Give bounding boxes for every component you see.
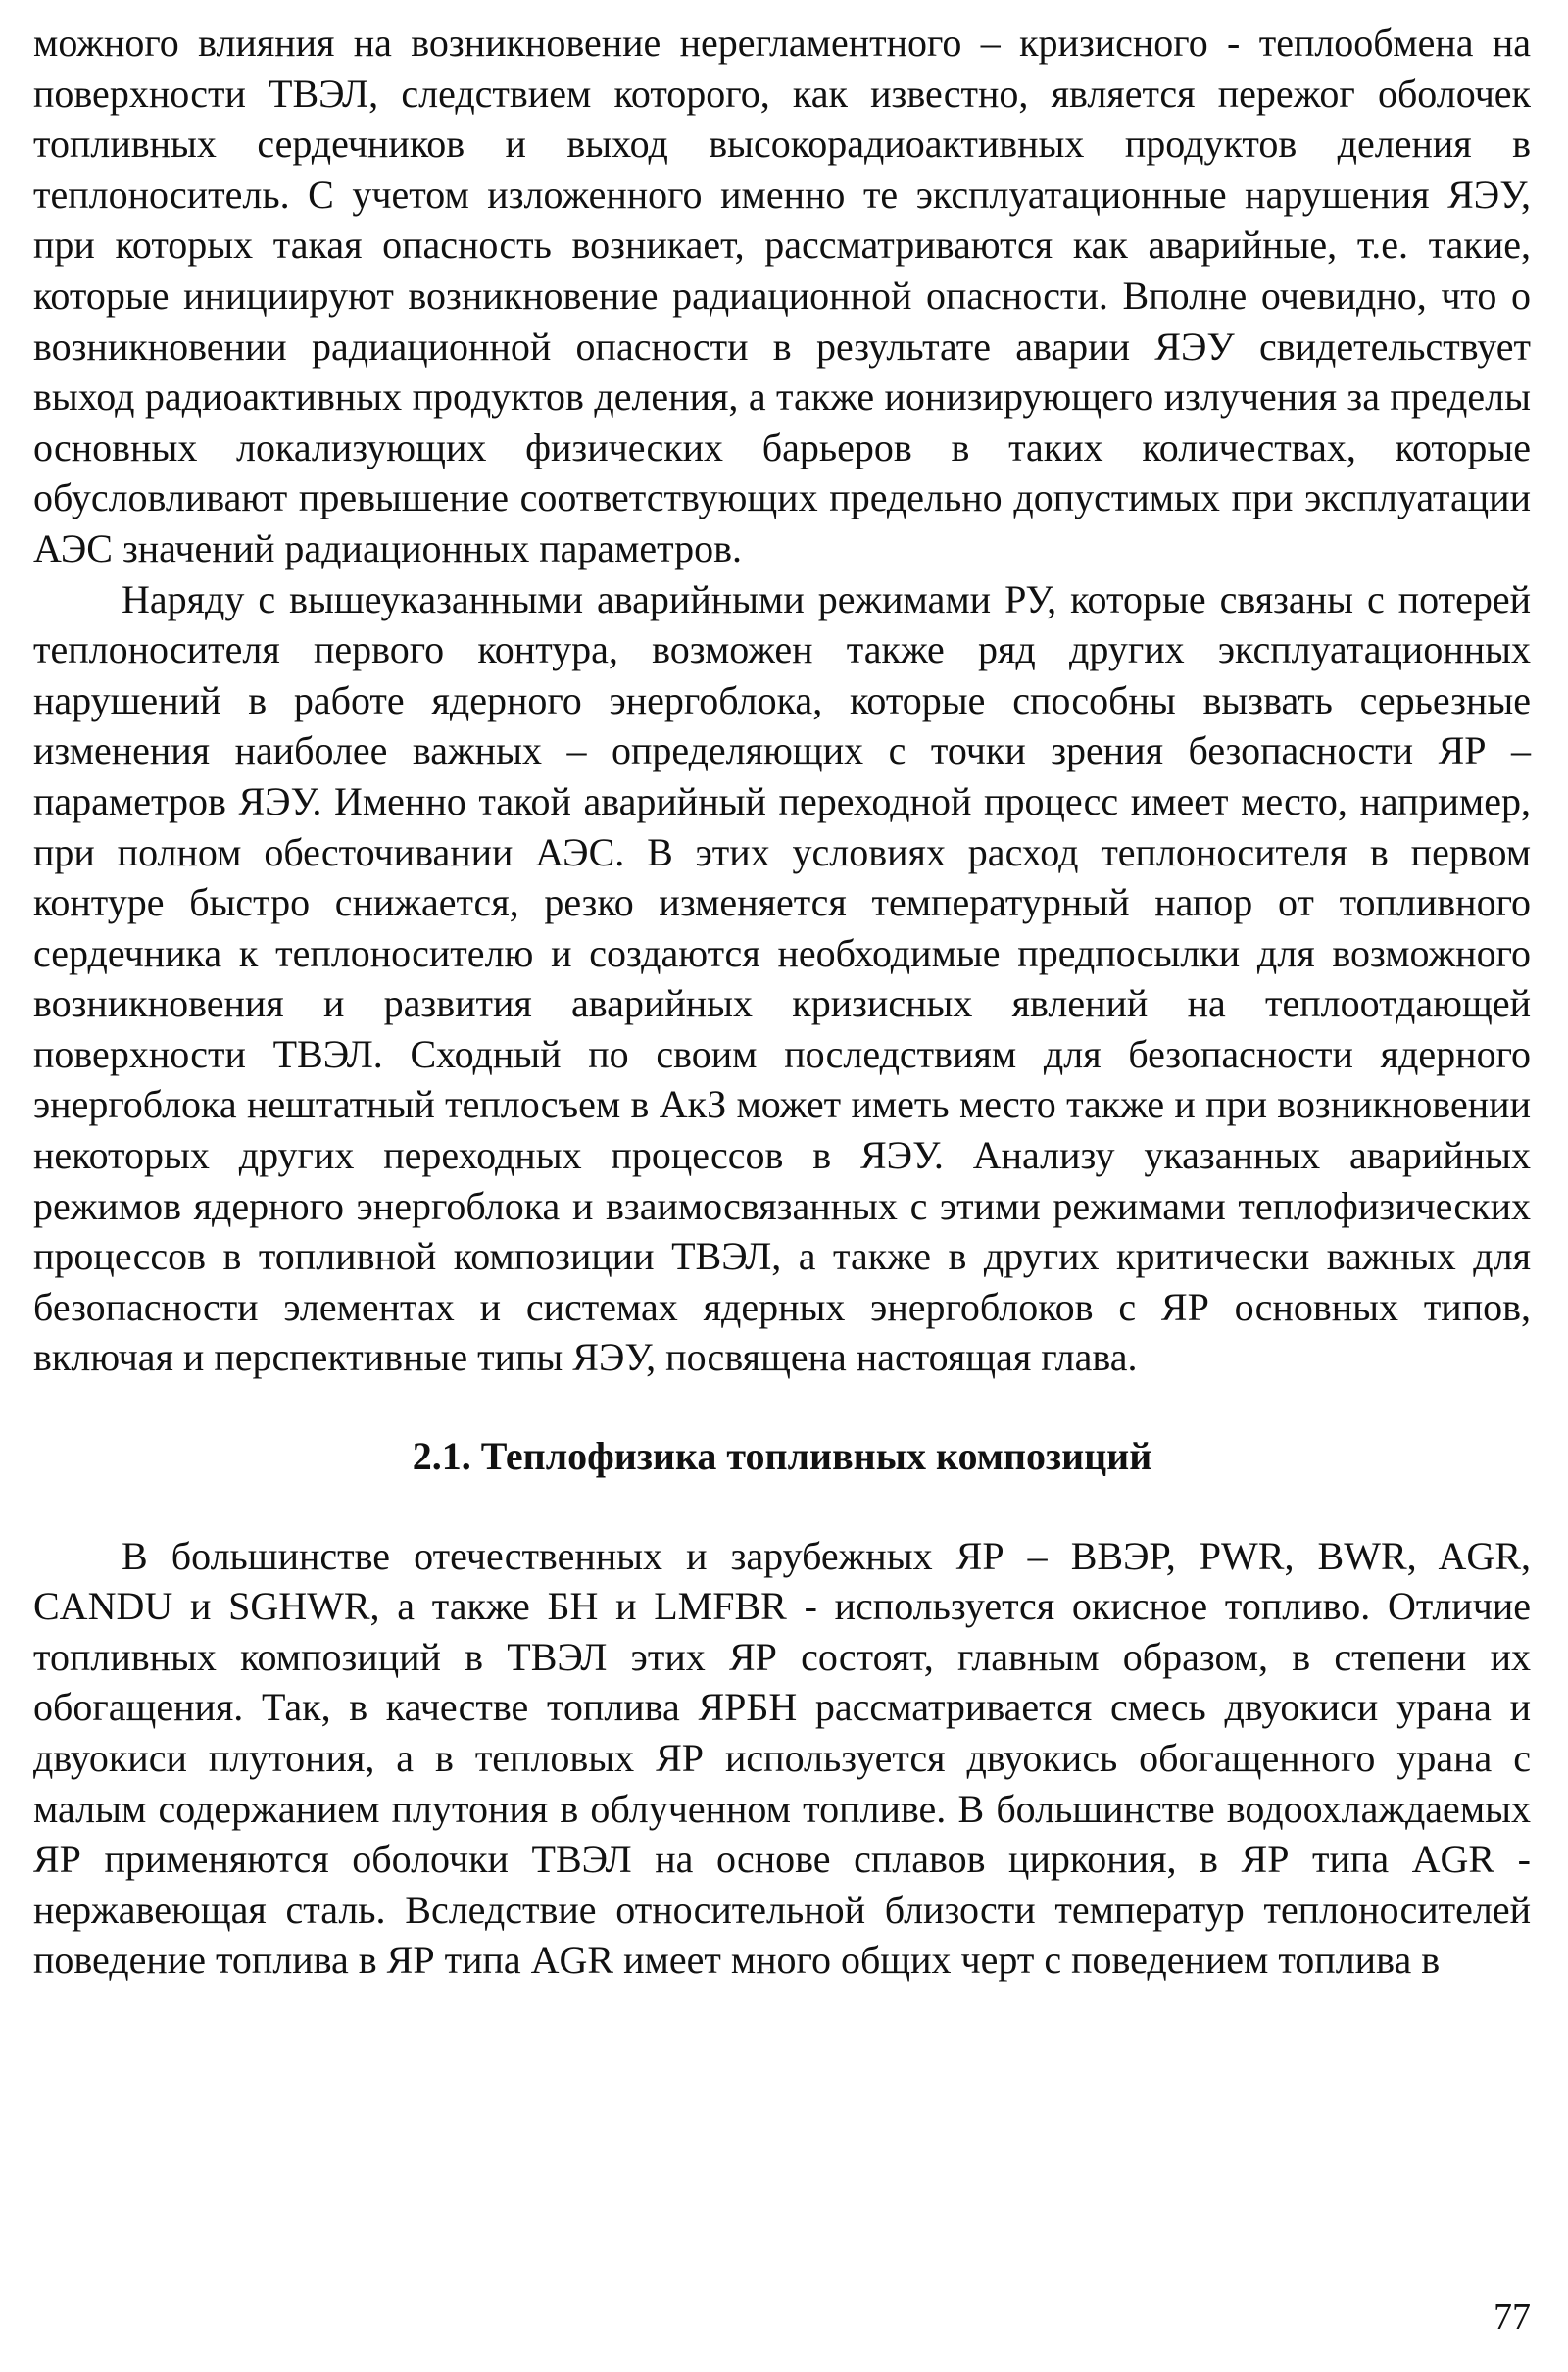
section-heading: 2.1. Теплофизика топливных композиций [412, 1434, 1152, 1479]
paragraph-1: можного влияния на возникновение нерегламентного – кризисного - теплообмена на поверхности ТВЭЛ, следствием которого, как известно, является пережог оболочек топливных сердечников и выход высокорадиоактивных продуктов деления в теплоноситель. С учетом изложенного именно те эксплуатационные нарушения ЯЭУ, при которых такая опасность возникает, рассматриваются как аварийные, т.е. такие, которые инициируют возникновение радиационной опасности. Вполне очевидно, что о возникновении радиационной опасности в результате аварии ЯЭУ свидетельствует выход радиоактивных продуктов деления, а также ионизирующего излучения за пределы основных локализующих физических барьеров в таких количествах, которые обусловливают превышение соответствующих предельно допустимых при эксплуатации АЭС значений радиационных параметров. [33, 21, 1531, 570]
page-body [33, 18, 1531, 1986]
paragraph-2: Наряду с вышеуказанными аварийными режимами РУ, которые связаны с потерей теплоносителя первого контура, возможен также ряд других эксплуатационных нарушений в работе ядерного энергоблока, которые способны вызвать серьезные изменения наиболее важных – определяющих с точки зрения безопасности ЯР – параметров ЯЭУ. Именно такой аварийный переходной процесс имеет место, например, при полном обесточивании АЭС. В этих условиях расход теплоносителя в первом контуре быстро снижается, резко изменяется температурный напор от топливного сердечника к теплоносителю и создаются необходимые предпосылки для возможного возникновения и развития аварийных кризисных явлений на теплоотдающей поверхности ТВЭЛ. Сходный по своим последствиям для безопасности ядерного энергоблока нештатный теплосъем в АкЗ может иметь место также и при возникновении некоторых других переходных процессов в ЯЭУ. Анализу указанных аварийных режимов ядерного энергоблока и взаимосвязанных с этими режимами теплофизических процессов в топливной композиции ТВЭЛ, а также в других критически важных для безопасности элементах и системах ядерных энергоблоков с ЯР основных типов, включая и перспективные типы ЯЭУ, посвящена настоящая глава. [33, 576, 1531, 1380]
page-number: 77 [1494, 2297, 1531, 2338]
paragraph-3: В большинстве отечественных и зарубежных ЯР – ВВЭР, PWR, BWR, AGR, CANDU и SGHWR, а также БН и LMFBR - используется окисное топливо. Отличие топливных композиций в ТВЭЛ этих ЯР состоят, главным образом, в степени их обогащения. Так, в качестве топлива ЯРБН рассматривается смесь двуокиси урана и двуокиси плутония, а в тепловых ЯР используется двуокись обогащенного урана с малым содержанием плутония в облученном топливе. В большинстве водоохлаждаемых ЯР применяются оболочки ТВЭЛ на основе сплавов циркония, в ЯР типа AGR - нержавеющая сталь. Вследствие относительной близости температур теплоносителей поведение топлива в ЯР типа AGR имеет много общих черт с поведением топлива в [33, 1533, 1531, 1983]
